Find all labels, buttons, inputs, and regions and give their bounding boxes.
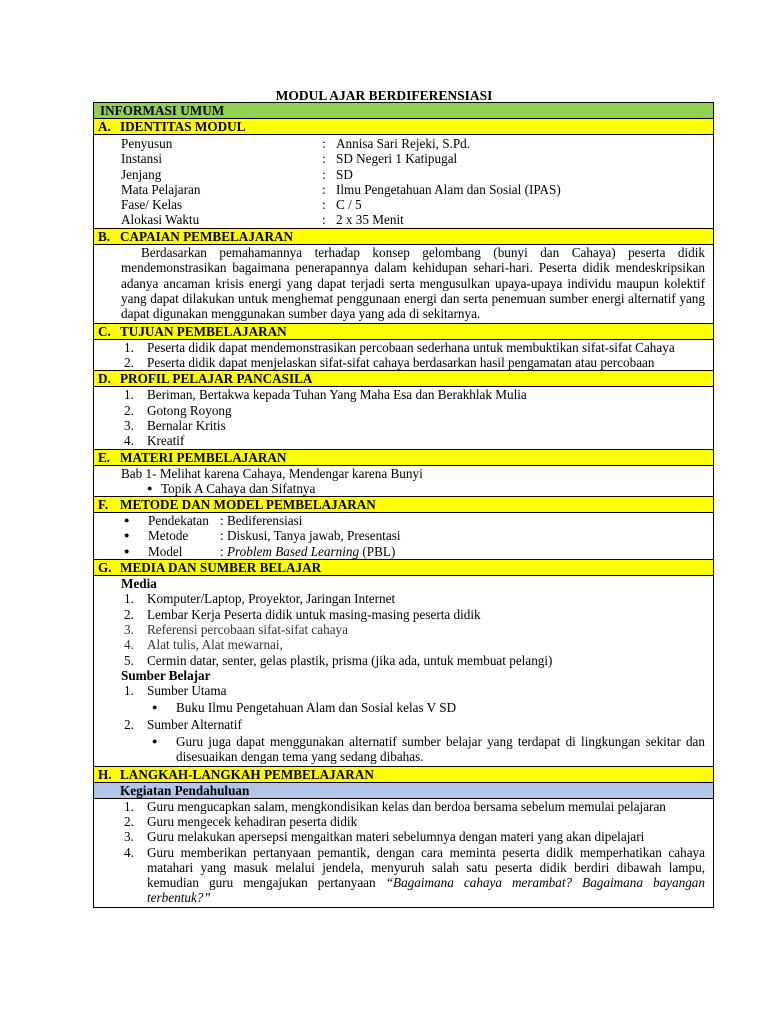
document-title: MODUL AJAR BERDIFERENSIASI	[275, 88, 493, 103]
metode-row	[94, 513, 713, 528]
materi-pembelajaran	[94, 466, 713, 498]
list-item	[94, 433, 713, 448]
capaian-paragraph: Berdasarkan pemahamannya terhadap konsep gelombang (bunyi dan Cahaya) peserta didik mendemonstrasikan bagaimana penerapannya dalam kehidupan sehari-hari. Peserta didik mendeskripsikan adanya ancaman krisis energi yang dapat terjadi serta mengusulkan upaya-upaya individu maupun kolektif yang dapat dilakukan untuk menghemat penggunaan energi dan serta penemuan sumber energi alternatif yang dapat digunakan menggunakan sumber daya yang ada di sekitarnya.	[121, 244, 705, 322]
item-text: Bernalar Kritis	[147, 418, 226, 433]
section-f-header	[94, 497, 713, 513]
list-item	[94, 591, 713, 606]
metode-model	[94, 513, 713, 560]
identitas-row	[94, 197, 713, 212]
identitas-modul	[94, 135, 713, 229]
section-title: LANGKAH-LANGKAH PEMBELAJARAN	[120, 766, 374, 782]
item-text: Sumber Alternatif	[147, 716, 242, 732]
metode-label: Metode	[148, 528, 189, 544]
bullet-icon: ●	[147, 482, 153, 493]
metode-row	[94, 544, 713, 559]
list-item	[94, 829, 713, 844]
item-text: Buku Ilmu Pengetahuan Alam dan Sosial kelas V SD	[176, 700, 457, 716]
item-number: 2.	[124, 716, 134, 732]
item-number: 5.	[124, 652, 134, 668]
identitas-value: Annisa Sari Rejeki, S.Pd.	[336, 136, 471, 151]
item-number: 4.	[124, 433, 134, 449]
item-number: 1.	[124, 683, 134, 699]
bab-text: Bab 1- Melihat karena Cahaya, Mendengar karena Bunyi	[121, 465, 423, 481]
identitas-label: Instansi	[121, 151, 163, 167]
section-letter: C.	[98, 323, 111, 339]
metode-value: : Bediferensiasi	[220, 513, 303, 529]
item-text: Kreatif	[147, 433, 185, 449]
item-number: 1.	[124, 339, 134, 355]
value-italic: Problem Based Learning	[226, 543, 360, 559]
list-item	[94, 355, 713, 370]
item-text: Sumber Utama	[147, 683, 227, 699]
section-title: METODE DAN MODEL PEMBELAJARAN	[120, 497, 376, 513]
list-item	[94, 340, 713, 355]
media-heading	[94, 576, 713, 591]
capaian-pembelajaran	[94, 245, 713, 324]
identitas-value: SD Negeri 1 Katipugal	[336, 151, 458, 167]
identitas-label: Penyusun	[121, 136, 173, 151]
metode-row	[94, 528, 713, 543]
item-number: 1.	[124, 798, 134, 814]
item-text: Alat tulis, Alat mewarnai,	[147, 637, 283, 653]
section-letter: A.	[98, 119, 111, 134]
section-title: TUJUAN PEMBELAJARAN	[120, 323, 287, 339]
langkah-pembelajaran	[94, 799, 713, 907]
item-number: 2.	[124, 813, 134, 829]
item-text: Guru juga dapat menggunakan alternatif sumber belajar yang terdapat di lingkungan sekitar dan disesuaikan dengan tema yang sedang dibahas.	[176, 734, 705, 765]
kegiatan-pendahuluan-header	[94, 783, 713, 799]
value-prefix: :	[220, 543, 227, 559]
media-sumber	[94, 576, 713, 767]
bullet-icon: ●	[124, 545, 130, 556]
item-number: 2.	[124, 606, 134, 622]
module-table	[93, 102, 714, 908]
section-g-header	[94, 560, 713, 576]
metode-label: Pendekatan	[148, 513, 209, 529]
metode-value: : Diskusi, Tanya jawab, Presentasi	[220, 528, 401, 544]
identitas-sep: :	[322, 136, 326, 151]
kegiatan-title: Kegiatan Pendahuluan	[120, 782, 250, 798]
list-item	[94, 418, 713, 433]
bullet-icon: ●	[124, 515, 130, 526]
item-number: 1.	[124, 591, 134, 607]
item-text: Referensi percobaan sifat-sifat cahaya	[147, 621, 348, 637]
item-text: Cermin datar, senter, gelas plastik, prisma (jika ada, untuk membuat pelangi)	[147, 652, 553, 668]
item-quote: “Bagaimana cahaya merambat? Bagaimana bayangan terbentuk?”	[147, 875, 705, 906]
list-item	[94, 622, 713, 637]
media-heading-text: Media	[121, 576, 157, 592]
section-letter: B.	[98, 228, 111, 244]
item-text: Peserta didik dapat menjelaskan sifat-sifat cahaya berdasarkan hasil pengamatan atau percobaan	[147, 355, 655, 371]
materi-bab	[94, 466, 713, 481]
item-number: 3.	[124, 621, 134, 637]
section-a-header	[94, 119, 713, 135]
identitas-row	[94, 212, 713, 227]
section-title: MEDIA DAN SUMBER BELAJAR	[120, 560, 322, 576]
identitas-sep: :	[322, 181, 326, 197]
item-text: Peserta didik dapat mendemonstrasikan percobaan sederhana untuk membuktikan sifat-sifat Cahaya	[147, 339, 675, 355]
list-item	[94, 403, 713, 418]
tujuan-pembelajaran	[94, 340, 713, 372]
section-b-header	[94, 229, 713, 245]
list-item	[94, 683, 713, 698]
item-text: Beriman, Bertakwa kepada Tuhan Yang Maha Esa dan Berakhlak Mulia	[147, 387, 527, 403]
metode-value	[220, 544, 395, 559]
identitas-label: Fase/ Kelas	[121, 197, 183, 213]
section-title: PROFIL PELAJAR PANCASILA	[120, 371, 313, 387]
identitas-row	[94, 136, 713, 151]
item-number: 4.	[124, 637, 134, 653]
item-number: 3.	[124, 418, 134, 433]
list-item	[94, 653, 713, 668]
item-text: Gotong Royong	[147, 402, 232, 418]
identitas-value: C / 5	[336, 197, 362, 213]
section-letter: F.	[98, 497, 109, 513]
identitas-sep: :	[322, 151, 326, 167]
identitas-value: 2 x 35 Menit	[336, 212, 404, 228]
informasi-umum-header	[94, 103, 713, 119]
item-number: 1.	[124, 387, 134, 403]
identitas-label: Jenjang	[121, 166, 162, 182]
identitas-label: Mata Pelajaran	[121, 181, 201, 197]
list-item	[94, 387, 713, 402]
profil-pelajar	[94, 387, 713, 449]
topik-text: Topik A Cahaya dan Sifatnya	[161, 480, 316, 496]
list-item	[94, 717, 713, 732]
list-item	[94, 700, 713, 715]
list-item	[94, 732, 713, 766]
bullet-icon: ●	[124, 530, 130, 541]
section-h-header	[94, 767, 713, 783]
section-d-header	[94, 371, 713, 387]
section-letter: H.	[98, 766, 112, 782]
identitas-value: SD	[336, 166, 353, 182]
section-e-header	[94, 450, 713, 466]
list-item	[94, 799, 713, 814]
item-text: Guru mengecek kehadiran peserta didik	[147, 813, 358, 829]
identitas-sep: :	[322, 197, 326, 213]
item-number: 2.	[124, 402, 134, 418]
bullet-icon: ●	[152, 702, 158, 713]
item-text: Guru mengucapkan salam, mengkondisikan kelas dan berdoa bersama sebelum memulai pelajaran	[147, 798, 666, 814]
section-letter: G.	[98, 560, 112, 576]
identitas-sep: :	[322, 212, 326, 228]
item-number: 3.	[124, 829, 134, 845]
list-item	[94, 637, 713, 652]
item-text: Guru memberikan pertanyaan pemantik, dengan cara meminta peserta didik memperhatikan cahaya matahari yang masuk melalui jendela, menyuruh salah satu peserta didik berdiri dibawah lampu, kemudian guru mengajukan pertanyaan	[147, 844, 705, 891]
identitas-row	[94, 151, 713, 166]
value-suffix: (PBL)	[359, 543, 396, 559]
list-item	[94, 845, 713, 906]
sumber-heading	[94, 668, 713, 683]
item-text: Guru melakukan apersepsi mengaitkan materi sebelumnya dengan materi yang akan dipelajari	[147, 829, 645, 845]
section-c-header	[94, 324, 713, 340]
bullet-icon: ●	[152, 736, 158, 747]
list-item	[94, 814, 713, 829]
identitas-row	[94, 182, 713, 197]
item-text: Lembar Kerja Peserta didik untuk masing-masing peserta didik	[147, 606, 481, 622]
item-text: Komputer/Laptop, Proyektor, Jaringan Internet	[147, 591, 396, 607]
section-letter: D.	[98, 371, 111, 387]
metode-label: Model	[148, 543, 183, 559]
section-title: MATERI PEMBELAJARAN	[120, 449, 287, 465]
identitas-value: Ilmu Pengetahuan Alam dan Sosial (IPAS)	[336, 181, 561, 197]
identitas-sep: :	[322, 166, 326, 182]
sumber-heading-text: Sumber Belajar	[121, 667, 211, 683]
identitas-row	[94, 167, 713, 182]
identitas-label: Alokasi Waktu	[121, 212, 200, 228]
informasi-umum-title: INFORMASI UMUM	[100, 103, 225, 118]
materi-topik	[94, 481, 713, 496]
section-letter: E.	[98, 449, 111, 465]
list-item	[94, 607, 713, 622]
section-title: IDENTITAS MODUL	[120, 119, 246, 134]
section-title: CAPAIAN PEMBELAJARAN	[120, 228, 294, 244]
item-number: 4.	[124, 844, 134, 860]
item-number: 2.	[124, 355, 134, 371]
